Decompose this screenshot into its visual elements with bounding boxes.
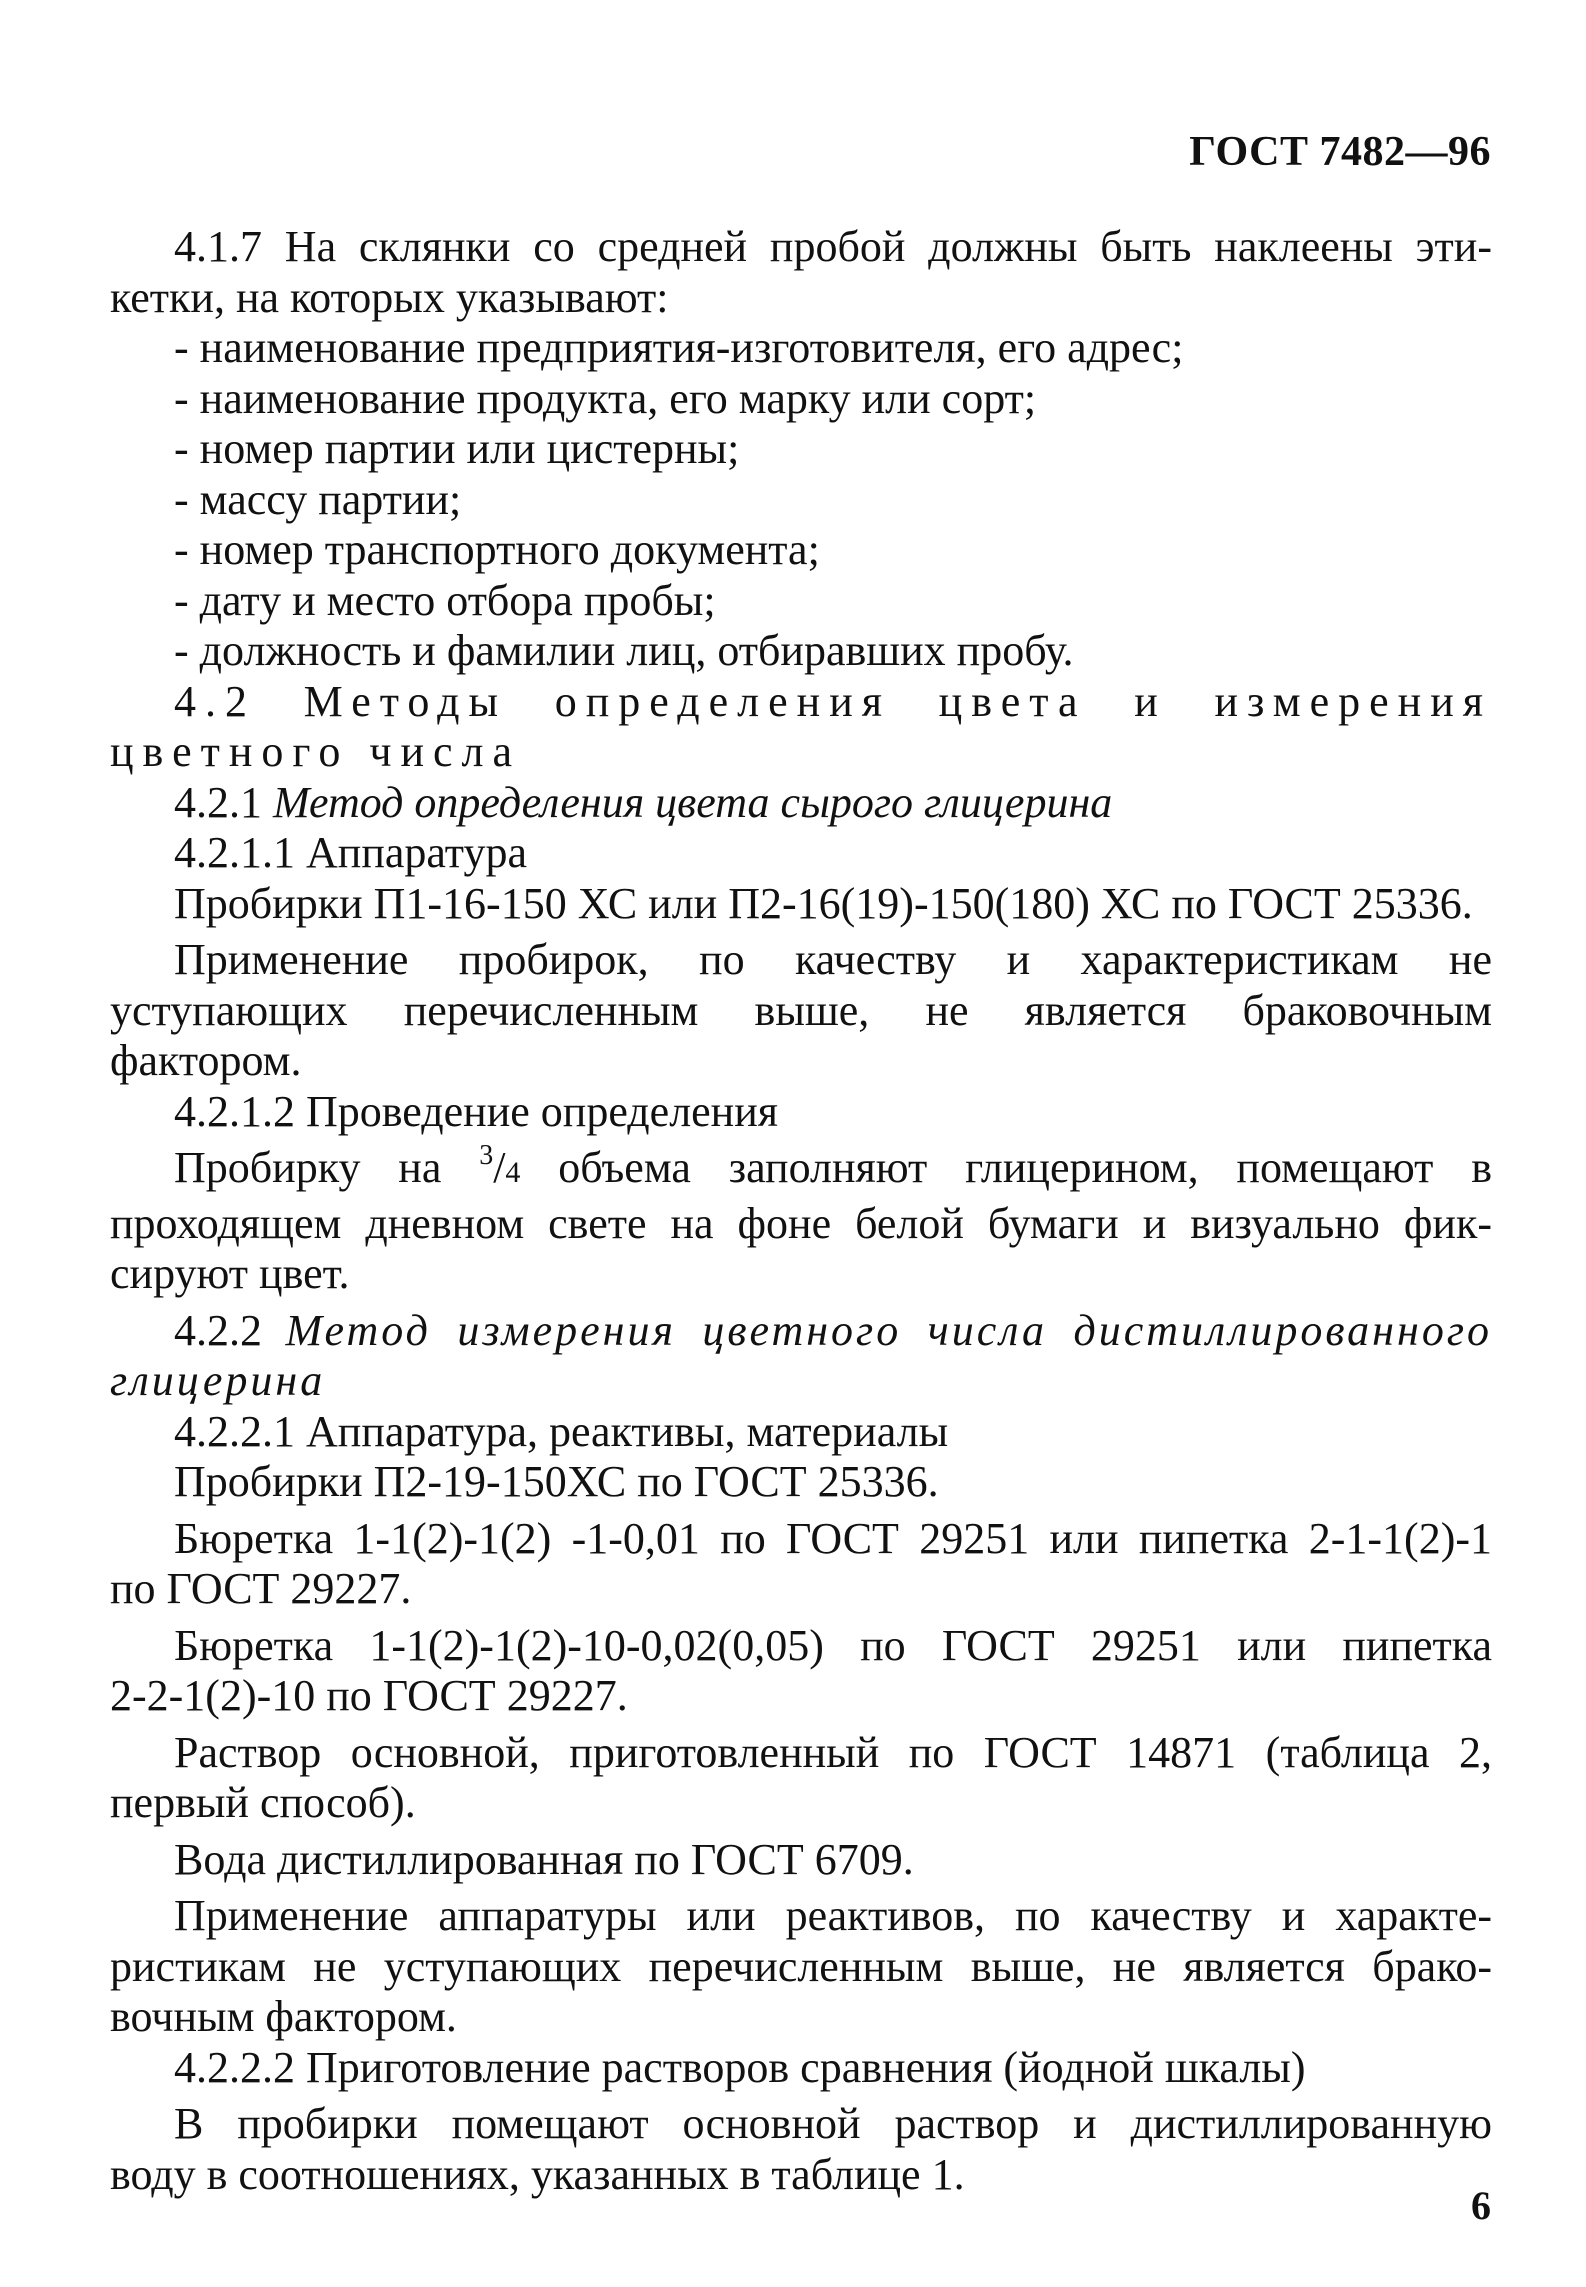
paragraph-apply-2-line-1: Применение аппаратуры или реактивов, по качеству и характе-	[174, 1891, 1492, 1940]
list-item: - наименование предприятия-изготовителя, его адрес;	[174, 323, 1184, 372]
section-4-2-1-heading	[110, 778, 1492, 829]
fill-text-a: Пробирку на	[174, 1143, 442, 1192]
paragraph-tubes-2: Пробирки П2-19-150ХС по ГОСТ 25336.	[174, 1457, 939, 1506]
paragraph-apply-2-line-3: вочным фактором.	[110, 1992, 457, 2041]
paragraph-buret-1-line-2: по ГОСТ 29227.	[110, 1564, 412, 1613]
document-header: ГОСТ 7482—96	[1189, 129, 1491, 175]
fraction-denominator: 4	[505, 1156, 521, 1189]
paragraph-apply-1-line-2: уступающих перечисленным выше, не является браковочным	[110, 985, 1492, 1035]
paragraph-buret-2-line-1: Бюретка 1-1(2)-1(2)-10-0,02(0,05) по ГОСТ 29251 или пипетка	[174, 1620, 1492, 1670]
page-number: 6	[1471, 2183, 1491, 2228]
paragraph-buret-2-line-2: 2-2-1(2)-10 по ГОСТ 29227.	[110, 1671, 628, 1720]
section-number: 4.2.1	[174, 777, 262, 827]
paragraph-place-line-1: В пробирки помещают основной раствор и дистиллированную	[174, 2099, 1492, 2148]
paragraph-place-line-2: воду в соотношениях, указанных в таблице 1.	[110, 2149, 965, 2199]
section-4-2-2-2-heading: 4.2.2.2 Приготовление растворов сравнения (йодной шкалы)	[174, 2042, 1306, 2092]
paragraph-fill-line-1	[110, 1140, 1493, 1199]
section-4-2-heading-line-2: цветного числа	[110, 727, 522, 776]
paragraph-apply-1-line-1: Применение пробирок, по качеству и характеристикам не	[174, 935, 1492, 984]
fill-text-b: объема заполняют глицерином, помещают в	[558, 1143, 1493, 1192]
paragraph-solution-line-2: первый способ).	[110, 1778, 416, 1827]
paragraph-apply-2-line-2: ристикам не уступающих перечисленным выше, не является брако-	[110, 1941, 1492, 1991]
fraction: $^3$/4	[479, 1140, 521, 1192]
section-4-2-2-heading-line-2: глицерина	[110, 1356, 326, 1405]
page-body	[110, 222, 1492, 2200]
list-item: - должность и фамилии лиц, отбиравших пробу.	[174, 626, 1074, 675]
list-item: - массу партии;	[174, 474, 462, 524]
section-4-2-1-1-heading: 4.2.1.1 Аппаратура	[174, 828, 527, 877]
section-title: Метод определения цвета сырого глицерина	[273, 777, 1113, 827]
paragraph-fill-line-2: проходящем дневном свете на фоне белой бумаги и визуально фик-	[110, 1198, 1492, 1248]
paragraph-buret-1-line-1: Бюретка 1-1(2)-1(2) -1-0,01 по ГОСТ 29251 или пипетка 2-1-1(2)-1	[174, 1513, 1492, 1563]
paragraph-water: Вода дистиллированная по ГОСТ 6709.	[174, 1834, 914, 1884]
fraction-numerator: 3	[479, 1140, 494, 1171]
label-fields-list	[110, 323, 1492, 677]
list-item: - номер транспортного документа;	[174, 525, 820, 574]
paragraph-apply-1-line-3: фактором.	[110, 1036, 302, 1085]
section-4-2-1-2-heading: 4.2.1.2 Проведение определения	[174, 1086, 779, 1136]
section-4-2-2-heading-line-1	[110, 1306, 1492, 1357]
section-number: 4.2.2	[174, 1305, 262, 1355]
section-title: Метод измерения цветного числа дистиллированного	[285, 1305, 1492, 1355]
paragraph-solution-line-1: Раствор основной, приготовленный по ГОСТ 14871 (таблица 2,	[174, 1727, 1492, 1777]
list-item: - дату и место отбора пробы;	[174, 575, 716, 625]
list-item: - номер партии или цистерны;	[174, 424, 740, 473]
paragraph-4-1-7-line-2: кетки, на которых указывают:	[110, 272, 669, 322]
section-4-2-2-1-heading: 4.2.2.1 Аппаратура, реактивы, материалы	[174, 1406, 949, 1456]
section-4-2-heading-line-1: 4.2 Методы определения цвета и измерения	[174, 676, 1492, 726]
list-item: - наименование продукта, его марку или сорт;	[174, 373, 1037, 423]
paragraph-4-1-7-line-1: 4.1.7 На склянки со средней пробой должны быть наклеены эти-	[174, 222, 1492, 271]
paragraph-fill-line-3: сируют цвет.	[110, 1249, 350, 1298]
paragraph-tubes-1: Пробирки П1-16-150 ХС или П2-16(19)-150(180) ХС по ГОСТ 25336.	[174, 878, 1473, 928]
